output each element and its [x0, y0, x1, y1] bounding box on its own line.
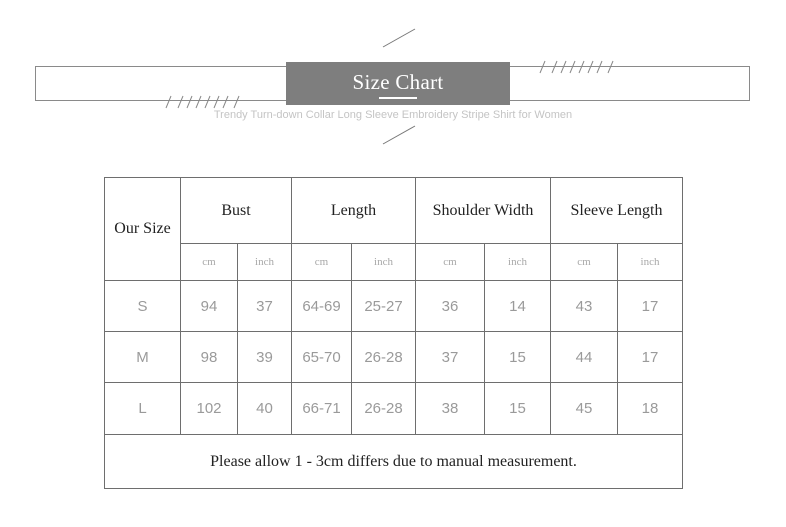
- value-cell: 15: [485, 332, 551, 383]
- product-subtitle: Trendy Turn-down Collar Long Sleeve Embroidery Stripe Shirt for Women: [213, 109, 573, 121]
- title-underline: [379, 97, 417, 99]
- corner-header: Our Size: [105, 178, 181, 281]
- note-row: [105, 435, 683, 489]
- value-cell: 43: [551, 281, 618, 332]
- size-label: M: [105, 332, 181, 383]
- value-cell: 98: [181, 332, 238, 383]
- table-row: [105, 281, 683, 332]
- value-cell: 26-28: [352, 383, 416, 435]
- bottom-slash-line: [383, 126, 415, 144]
- size-label: L: [105, 383, 181, 435]
- unit-cell: inch: [352, 244, 416, 281]
- value-cell: 17: [618, 281, 683, 332]
- top-slash-line: [383, 29, 415, 47]
- group-header-length: Length: [292, 178, 416, 244]
- value-cell: 37: [416, 332, 485, 383]
- size-label: S: [105, 281, 181, 332]
- value-cell: 65-70: [292, 332, 352, 383]
- unit-cell: cm: [551, 244, 618, 281]
- value-cell: 45: [551, 383, 618, 435]
- value-cell: 39: [238, 332, 292, 383]
- value-cell: 15: [485, 383, 551, 435]
- unit-cell: cm: [181, 244, 238, 281]
- value-cell: 18: [618, 383, 683, 435]
- group-header-bust: Bust: [181, 178, 292, 244]
- measurement-note: Please allow 1 - 3cm differs due to manual measurement.: [105, 435, 683, 489]
- hatch-marks-right: [540, 61, 613, 73]
- value-cell: 36: [416, 281, 485, 332]
- unit-cell: cm: [416, 244, 485, 281]
- unit-cell: inch: [485, 244, 551, 281]
- table-row: [105, 383, 683, 435]
- value-cell: 94: [181, 281, 238, 332]
- value-cell: 102: [181, 383, 238, 435]
- group-header-sleeve-length: Sleeve Length: [551, 178, 683, 244]
- value-cell: 14: [485, 281, 551, 332]
- size-chart-table: [104, 177, 683, 489]
- value-cell: 26-28: [352, 332, 416, 383]
- value-cell: 64-69: [292, 281, 352, 332]
- value-cell: 66-71: [292, 383, 352, 435]
- value-cell: 37: [238, 281, 292, 332]
- group-header-shoulder-width: Shoulder Width: [416, 178, 551, 244]
- header-row: [105, 178, 683, 244]
- unit-cell: inch: [618, 244, 683, 281]
- unit-cell: inch: [238, 244, 292, 281]
- unit-cell: cm: [292, 244, 352, 281]
- unit-row: [105, 244, 683, 281]
- value-cell: 44: [551, 332, 618, 383]
- value-cell: 38: [416, 383, 485, 435]
- hatch-marks-left: [166, 96, 239, 108]
- value-cell: 17: [618, 332, 683, 383]
- page-title: Size Chart: [352, 70, 444, 94]
- value-cell: 40: [238, 383, 292, 435]
- table-row: [105, 332, 683, 383]
- value-cell: 25-27: [352, 281, 416, 332]
